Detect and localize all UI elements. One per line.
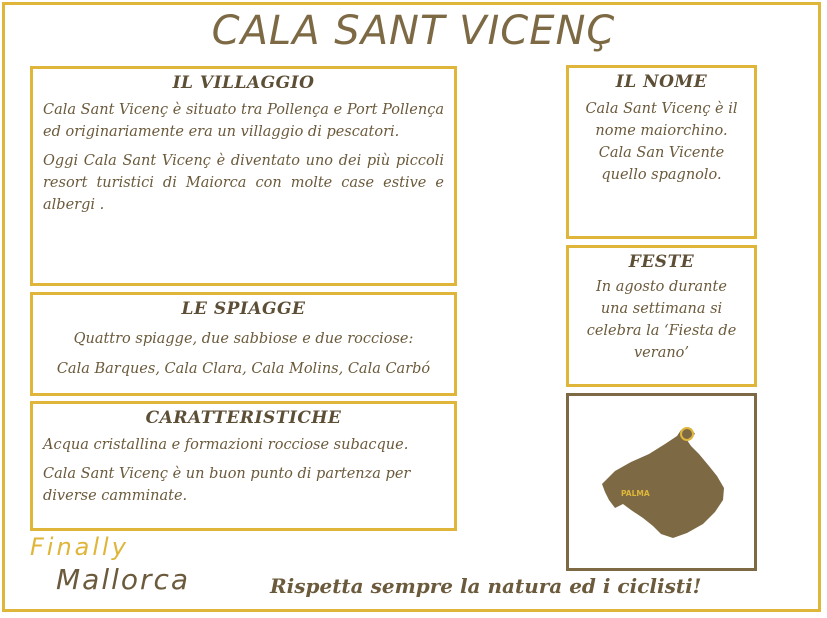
nome-box xyxy=(566,65,757,239)
villaggio-paragraph-1: Cala Sant Vicenç è situato tra Pollença e Port Pollença ed originariamente era un villaggio di pescatori. xyxy=(43,102,444,140)
feste-line: In agosto durante xyxy=(596,279,727,295)
caratteristiche-box xyxy=(30,401,457,531)
spiagge-heading: LE SPIAGGE xyxy=(181,299,306,319)
feste-heading: FESTE xyxy=(628,252,695,272)
nome-line: nome maiorchino. xyxy=(595,123,728,139)
spiagge-beach-list: Cala Barques, Cala Clara, Cala Molins, Cala Carbó xyxy=(56,361,431,377)
feste-line: verano’ xyxy=(633,345,690,361)
logo-mallorca-text: Mallorca xyxy=(56,563,191,596)
logo-finally-text: Finally xyxy=(30,533,129,561)
villaggio-paragraph-2: Oggi Cala Sant Vicenç è diventato uno dei più piccoli resort turistici di Maiorca con molte case estive e albergi . xyxy=(43,153,444,213)
caratteristiche-paragraph-1: Acqua cristallina e formazioni rocciose subacque. xyxy=(43,437,409,453)
nome-line: quello spagnolo. xyxy=(601,167,722,183)
feste-line: una settimana si xyxy=(600,301,723,317)
feste-line: celebra la ‘Fiesta de xyxy=(586,323,737,339)
caratteristiche-paragraph-2: Cala Sant Vicenç è un buon punto di partenza per diverse camminate. xyxy=(43,466,411,504)
spiagge-box xyxy=(30,292,457,396)
villaggio-heading: IL VILLAGGIO xyxy=(172,73,315,93)
caratteristiche-heading: CARATTERISTICHE xyxy=(145,408,342,428)
mallorca-island-shape xyxy=(602,428,724,538)
nome-line: Cala Sant Vicenç è il xyxy=(585,101,738,117)
tagline: Rispetta sempre la natura ed i ciclisti! xyxy=(270,574,702,598)
nome-line: Cala San Vicente xyxy=(598,145,725,161)
feste-box xyxy=(566,245,757,387)
map-box xyxy=(566,393,757,571)
mallorca-map xyxy=(569,396,754,568)
villaggio-box xyxy=(30,66,457,286)
map-palma-label: PALMA xyxy=(621,489,650,498)
page-title: CALA SANT VICENÇ xyxy=(211,8,616,54)
nome-heading: IL NOME xyxy=(615,72,708,92)
spiagge-paragraph-1: Quattro spiagge, due sabbiose e due rocciose: xyxy=(73,331,414,347)
